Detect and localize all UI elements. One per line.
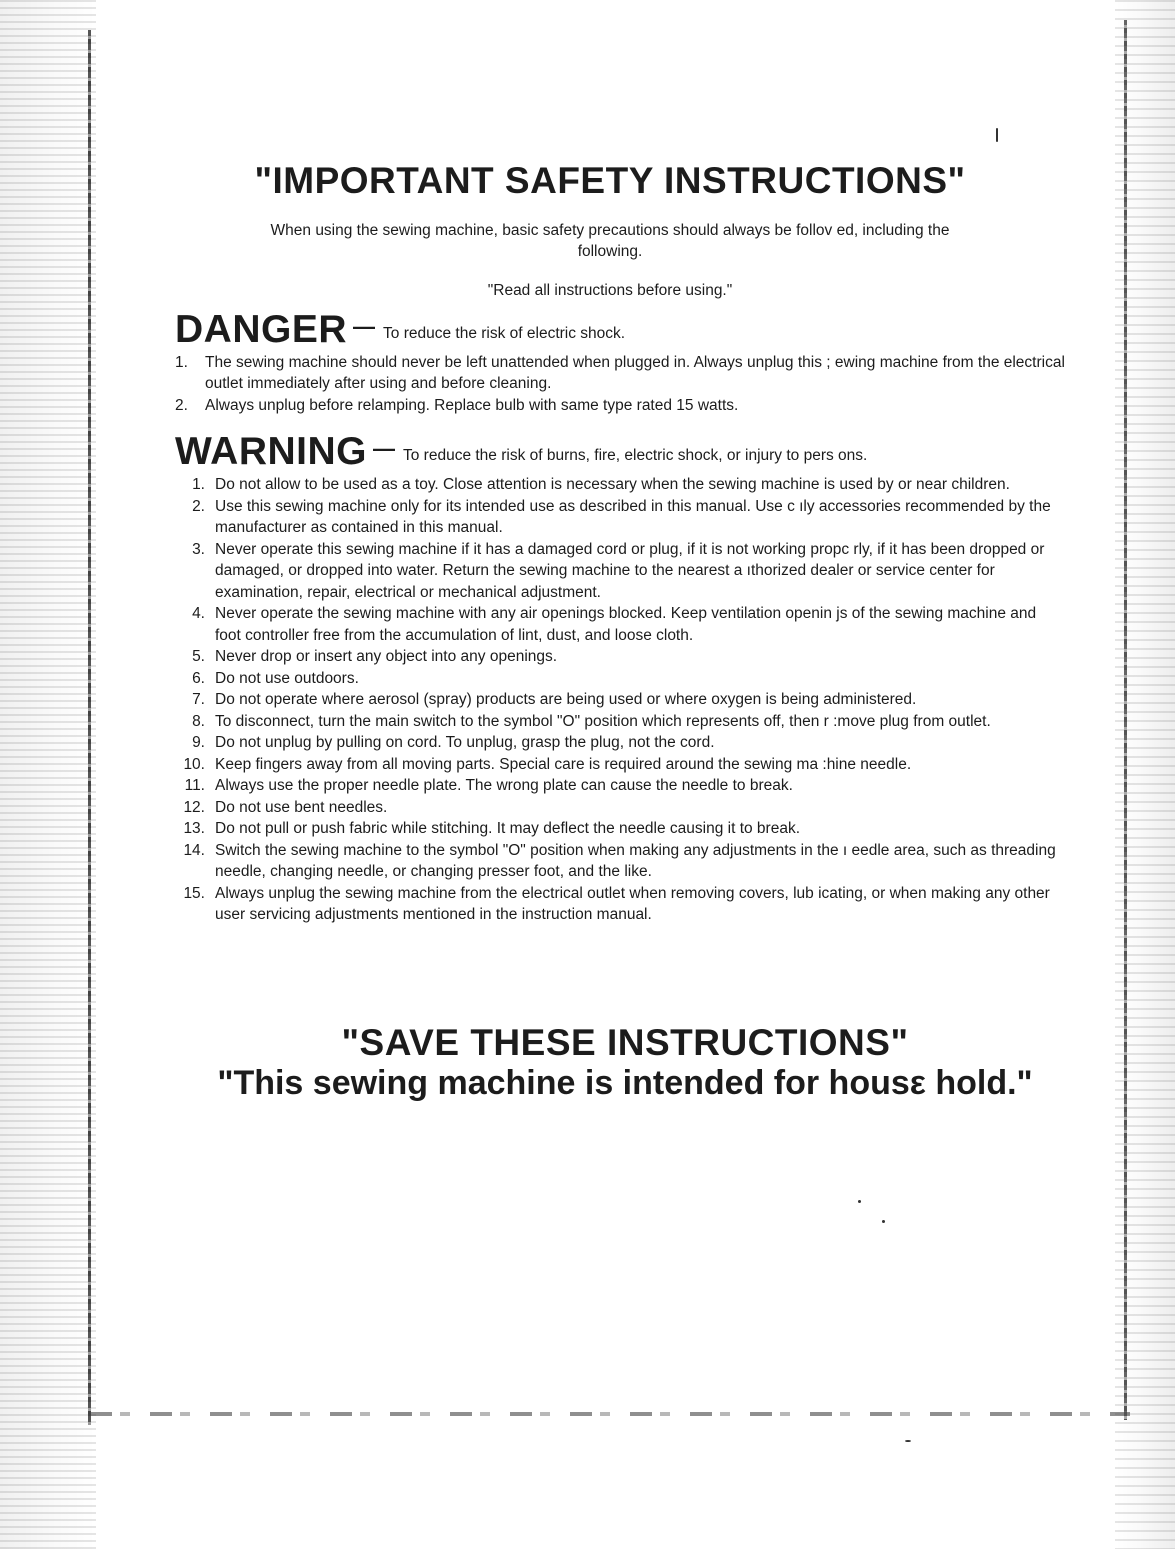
item-text: Keep fingers away from all moving parts. Special care is required around the sewing ma :hine needle. xyxy=(215,755,912,773)
item-text: Do not allow to be used as a toy. Close attention is necessary when the sewing machine is used by or near children. xyxy=(215,476,1010,493)
item-number: 5. xyxy=(192,648,205,665)
danger-heading: DANGER xyxy=(175,308,348,351)
list-item xyxy=(175,668,1065,690)
item-number: 1. xyxy=(175,354,188,371)
household-statement: "This sewing machine is intended for housε hold." xyxy=(217,1064,1033,1102)
list-item xyxy=(175,603,1065,646)
list-item xyxy=(175,496,1065,539)
list-item xyxy=(175,711,1065,733)
item-text: Switch the sewing machine to the symbol "O" position when making any adjustments in the ı eedle area, such as threading needle, changing needle, or changing presser foot, and the like. xyxy=(215,841,1056,880)
list-item xyxy=(175,840,1065,883)
item-text: To disconnect, turn the main switch to the symbol "O" position which represents off, then r :move plug from outlet. xyxy=(215,712,991,730)
list-item xyxy=(175,883,1065,926)
list-item xyxy=(175,539,1065,604)
item-text: Do not use outdoors. xyxy=(215,669,359,687)
save-instructions-heading: "SAVE THESE INSTRUCTIONS" xyxy=(341,1022,909,1063)
item-text: Never operate this sewing machine if it has a damaged cord or plug, if it is not working propc rly, if it has been dropped or damaged, or dropped into water. Return the sewing machine to the nearest a ıthorized dealer or service center for examination, repair, electrical or mechanical adjustment. xyxy=(215,540,1045,601)
item-text: Do not use bent needles. xyxy=(215,798,388,816)
warning-heading: WARNING xyxy=(175,430,367,473)
list-item xyxy=(175,646,1065,668)
list-item xyxy=(175,395,1065,416)
list-item xyxy=(175,474,1065,496)
item-number: 4. xyxy=(192,605,205,622)
warning-description: To reduce the risk of burns, fire, electric shock, or injury to pers ons. xyxy=(403,447,868,464)
warning-list xyxy=(175,474,1065,926)
item-text: Do not unplug by pulling on cord. To unplug, grasp the plug, not the cord. xyxy=(215,734,715,751)
item-number: 12. xyxy=(183,798,205,816)
item-number: 13. xyxy=(183,820,205,837)
item-number: 2. xyxy=(192,497,205,515)
danger-description: To reduce the risk of electric shock. xyxy=(383,325,626,342)
list-item xyxy=(175,754,1065,776)
item-number: 1. xyxy=(192,476,205,493)
danger-heading-line xyxy=(175,308,1065,352)
intro-paragraph: When using the sewing machine, basic safety precautions should always be follov ed, including the following. xyxy=(270,222,950,260)
item-text: Do not operate where aerosol (spray) products are being used or where oxygen is being administered. xyxy=(215,691,917,708)
item-number: 2. xyxy=(175,397,188,414)
warning-dash: — xyxy=(373,436,395,461)
item-number: 3. xyxy=(192,540,205,558)
item-number: 11. xyxy=(184,777,205,794)
list-item xyxy=(175,818,1065,840)
item-text: Never drop or insert any object into any openings. xyxy=(215,648,558,665)
item-text: Never operate the sewing machine with any air openings blocked. Keep ventilation openin js of the sewing machine and foot controller free from the accumulation of lint, dust, and loose cloth. xyxy=(215,605,1037,644)
warning-section xyxy=(175,430,1065,926)
list-item xyxy=(175,689,1065,711)
read-all-note: "Read all instructions before using." xyxy=(487,282,733,299)
list-item xyxy=(175,352,1065,394)
item-number: 7. xyxy=(192,691,205,708)
item-text: Do not pull or push fabric while stitching. It may deflect the needle causing it to break. xyxy=(215,820,801,837)
item-number: 14. xyxy=(183,841,205,859)
item-text: Use this sewing machine only for its intended use as described in this manual. Use c ıly accessories recommended by the manufacturer as contained in this manual. xyxy=(215,497,1051,536)
danger-list xyxy=(175,352,1065,416)
item-text: Always use the proper needle plate. The wrong plate can cause the needle to break. xyxy=(215,777,793,794)
item-number: 6. xyxy=(192,669,205,687)
list-item xyxy=(175,775,1065,797)
list-item xyxy=(175,797,1065,819)
item-number: 9. xyxy=(192,734,205,751)
item-number: 15. xyxy=(183,884,205,902)
list-item xyxy=(175,732,1065,754)
item-number: 8. xyxy=(192,712,205,730)
intro-text xyxy=(0,220,1175,262)
item-text: Always unplug the sewing machine from the electrical outlet when removing covers, lub icating, or when making any other user servicing adjustments mentioned in the instruction manual. xyxy=(215,884,1050,923)
danger-dash: — xyxy=(353,314,376,339)
warning-heading-line xyxy=(175,430,1065,474)
item-text: The sewing machine should never be left unattended when plugged in. Always unplug this ; ewing machine from the electrical outlet immediately after using and before cleaning. xyxy=(205,354,1065,392)
item-text: Always unplug before relamping. Replace bulb with same type rated 15 watts. xyxy=(205,397,739,414)
main-title: "IMPORTANT SAFETY INSTRUCTIONS" xyxy=(254,160,966,201)
danger-section xyxy=(175,308,1065,417)
item-number: 10. xyxy=(183,755,205,773)
